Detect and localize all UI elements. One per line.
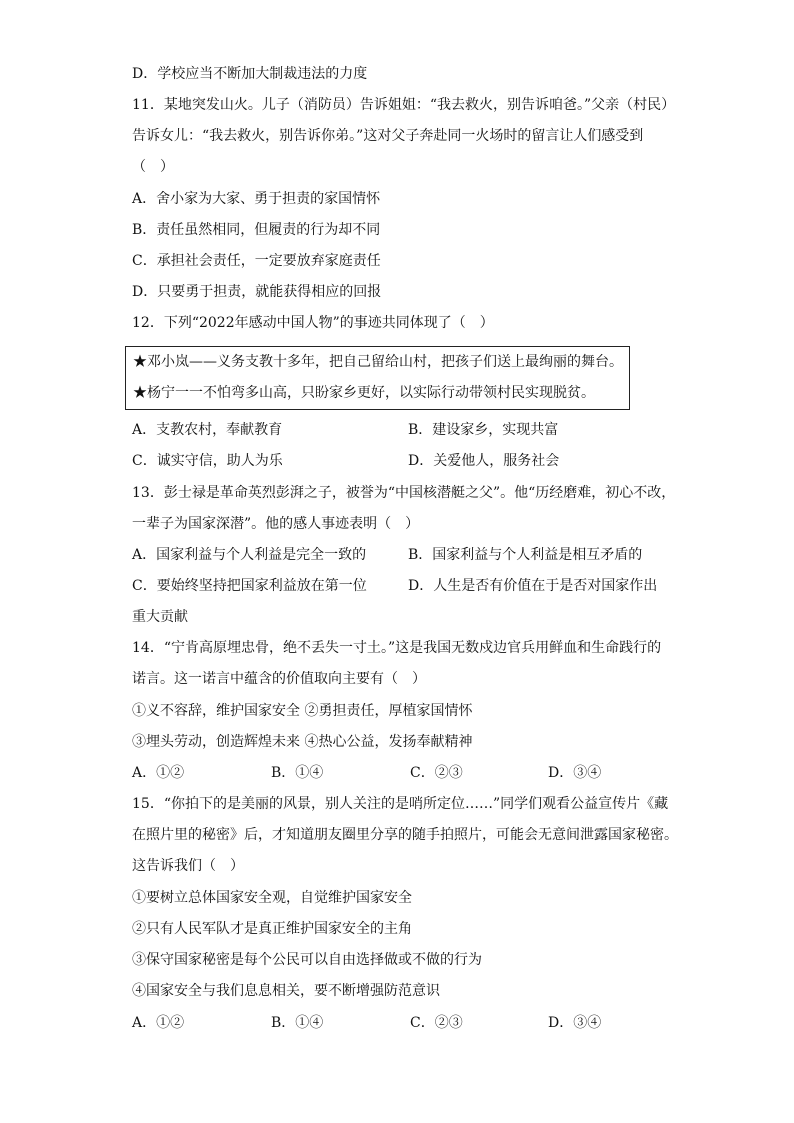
q14-stem-line-2: 诺言。这一诺言中蕴含的价值取向主要有（ ）: [132, 671, 426, 687]
q13-option-b: B．国家利益与个人利益是相互矛盾的: [408, 547, 643, 563]
q11-stem-line-1: 11．某地突发山火。儿子（消防员）告诉姐姐：“我去救火，别告诉咱爸。”父亲（村民）: [132, 97, 676, 113]
q14-item-line-2: ③埋头劳动，创造辉煌未来 ④热心公益，发扬奉献精神: [132, 734, 473, 750]
q12-stem: 12．下列“2022年感动中国人物”的事迹共同体现了（ ）: [132, 315, 494, 331]
q12-option-d: D．关爱他人，服务社会: [408, 453, 560, 469]
q11-option-d: D．只要勇于担责，就能获得相应的回报: [132, 284, 382, 300]
q12-option-a: A．支教农村，奉献教育: [132, 422, 283, 438]
q11-stem-line-2: 告诉女儿：“我去救火，别告诉你弟。”这对父子奔赴同一火场时的留言让人们感受到: [132, 128, 644, 144]
q15-option-d: D．③④: [548, 1015, 602, 1031]
q14-item-line-1: ①义不容辞，维护国家安全 ②勇担责任，厚植家国情怀: [132, 703, 473, 719]
q13-option-d-line-2: 重大贡献: [132, 609, 188, 625]
q15-item-4: ④国家安全与我们息息相关，要不断增强防范意识: [132, 983, 440, 999]
q14-stem-line-1: 14．“宁肯高原埋忠骨，绝不丢失一寸土。”这是我国无数戍边官兵用鲜血和生命践行的: [132, 640, 662, 656]
q10-option-d: D．学校应当不断加大制裁违法的力度: [132, 66, 368, 82]
q15-stem-line-1: 15．“你拍下的是美丽的风景，别人关注的是哨所定位……”同学们观看公益宣传片《藏: [132, 796, 669, 812]
q11-option-a: A．舍小家为大家、勇于担责的家国情怀: [132, 191, 381, 207]
q13-option-c: C．要始终坚持把国家利益放在第一位: [132, 578, 367, 594]
q14-option-d: D．③④: [548, 765, 602, 781]
q14-option-a: A．①②: [132, 765, 185, 781]
q14-option-b: B．①④: [271, 765, 324, 781]
q15-option-a: A．①②: [132, 1015, 185, 1031]
q15-option-b: B．①④: [271, 1015, 324, 1031]
q14-option-c: C．②③: [410, 765, 463, 781]
q12-option-b: B．建设家乡，实现共富: [408, 422, 559, 438]
q12-material-box: [125, 346, 630, 410]
q13-stem-line-1: 13．彭士禄是革命英烈彭湃之子，被誉为“中国核潜艇之父”。他“历经磨难，初心不改，: [132, 485, 676, 501]
q15-item-3: ③保守国家秘密是每个公民可以自由选择做或不做的行为: [132, 952, 482, 968]
q11-option-b: B．责任虽然相同，但履责的行为却不同: [132, 222, 381, 238]
q15-option-c: C．②③: [410, 1015, 463, 1031]
q12-material-line-2: ★杨宁一一不怕弯多山高，只盼家乡更好，以实际行动带领村民实现脱贫。: [133, 385, 595, 401]
q11-option-c: C．承担社会责任，一定要放弃家庭责任: [132, 253, 381, 269]
q13-stem-line-2: 一辈子为国家深潜”。他的感人事迹表明（ ）: [132, 516, 420, 532]
q15-item-1: ①要树立总体国家安全观，自觉维护国家安全: [132, 890, 412, 906]
q13-option-a: A．国家利益与个人利益是完全一致的: [132, 547, 367, 563]
q12-material-line-1: ★邓小岚——义务支教十多年，把自己留给山村，把孩子们送上最绚丽的舞台。: [133, 354, 623, 370]
q15-item-2: ②只有人民军队才是真正维护国家安全的主角: [132, 921, 412, 937]
q13-option-d-line-1: D．人生是否有价值在于是否对国家作出: [408, 578, 658, 594]
q15-stem-line-2: 在照片里的秘密》后，才知道朋友圈里分享的随手拍照片，可能会无意间泄露国家秘密。: [132, 827, 678, 843]
q15-stem-line-3: 这告诉我们（ ）: [132, 858, 244, 874]
q12-option-c: C．诚实守信，助人为乐: [132, 453, 283, 469]
q11-stem-line-3: （ ）: [132, 159, 174, 175]
